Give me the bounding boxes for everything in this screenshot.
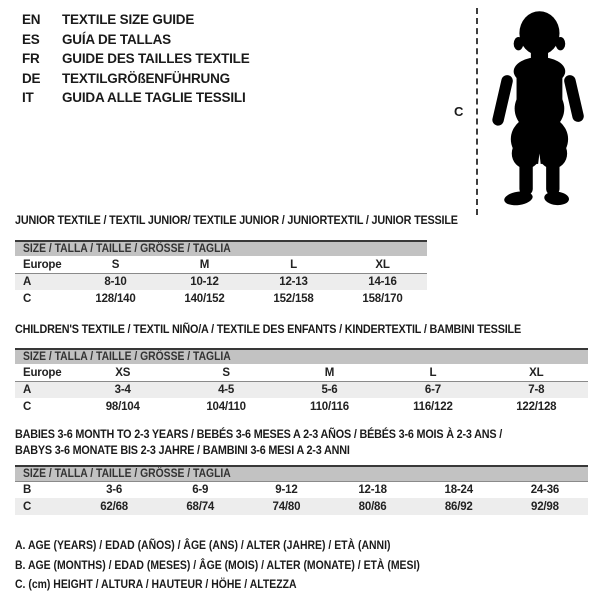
- size-cell: 158/170: [362, 292, 403, 305]
- legend-text: C. (cm) HEIGHT / ALTURA / HAUTEUR / HÖHE / ALTEZZA: [15, 577, 297, 591]
- size-cell: 98/104: [105, 400, 140, 413]
- header-text: SIZE / TALLA / TAILLE / GRÖSSE / TAGLIA: [23, 351, 231, 363]
- table-header-band: [15, 465, 588, 481]
- lang-label: GUIDA ALLE TAGLIE TESSILI: [62, 90, 246, 105]
- size-cell: 12-13: [279, 276, 308, 288]
- size-cell: 86/92: [444, 500, 473, 513]
- measure-label-c: C: [454, 104, 464, 119]
- language-title-list: [22, 10, 250, 108]
- legend-line-c: [15, 575, 480, 595]
- size-cell: 4-5: [218, 384, 235, 396]
- size-cell: 74/80: [272, 500, 301, 513]
- size-cell: 18-24: [444, 484, 473, 496]
- children-table-title: [15, 321, 577, 337]
- table-row: [15, 273, 427, 290]
- size-cell: 9-12: [275, 484, 298, 496]
- size-cell: 5-6: [321, 384, 338, 396]
- title-text: JUNIOR TEXTILE / TEXTIL JUNIOR/ TEXTILE JUNIOR / JUNIORTEXTIL / JUNIOR TESSILE: [15, 213, 458, 227]
- table-header-band: [15, 348, 588, 364]
- lang-label: GUÍA DE TALLAS: [62, 31, 171, 47]
- row-label: B: [23, 484, 32, 496]
- size-cell: 7-8: [528, 384, 545, 396]
- header-text: SIZE / TALLA / TAILLE / GRÖSSE / TAGLIA: [23, 468, 231, 480]
- size-cell: XL: [375, 258, 390, 271]
- size-cell: 24-36: [530, 484, 560, 496]
- lang-row-fr: [22, 49, 250, 69]
- table-row: [15, 256, 427, 273]
- junior-table-title: [15, 212, 507, 228]
- height-measure-line: [476, 8, 478, 215]
- lang-code: ES: [22, 31, 40, 47]
- size-cell: 6-9: [192, 484, 209, 496]
- lang-label: TEXTILGRÖßENFÜHRUNG: [62, 70, 230, 86]
- legend-line-a: [15, 536, 480, 556]
- table-row: [15, 498, 588, 515]
- row-label: Europe: [23, 258, 62, 271]
- row-label: C: [23, 500, 32, 513]
- title-text: BABIES 3-6 MONTH TO 2-3 YEARS / BEBÉS 3-6 MESES A 2-3 AÑOS / BÉBÉS 3-6 MOIS À 2-3 ANS /: [15, 427, 503, 441]
- size-cell: 140/152: [184, 292, 225, 305]
- size-cell: 80/86: [358, 500, 387, 513]
- table-row: [15, 398, 588, 415]
- lang-code: EN: [22, 12, 41, 27]
- lang-row-de: [22, 69, 250, 89]
- size-cell: M: [324, 366, 335, 379]
- size-cell: S: [111, 258, 120, 271]
- row-label: A: [23, 384, 32, 396]
- size-cell: S: [222, 366, 230, 379]
- size-cell: 8-10: [104, 276, 127, 288]
- row-label: C: [23, 400, 32, 413]
- size-cell: 3-4: [114, 384, 131, 396]
- size-cell: 128/140: [95, 292, 136, 305]
- table-row: [15, 381, 588, 398]
- lang-code: FR: [22, 51, 40, 66]
- table-row: [15, 364, 588, 381]
- header-text: SIZE / TALLA / TAILLE / GRÖSSE / TAGLIA: [23, 243, 231, 255]
- legend-text: A. AGE (YEARS) / EDAD (AÑOS) / ÂGE (ANS) / ALTER (JAHRE) / ETÀ (ANNI): [15, 538, 391, 552]
- lang-label: TEXTILE SIZE GUIDE: [62, 12, 195, 27]
- size-cell: 68/74: [186, 500, 215, 513]
- size-cell: L: [290, 258, 297, 271]
- size-cell: 122/128: [516, 400, 557, 413]
- size-cell: 3-6: [106, 484, 123, 496]
- size-cell: 104/110: [206, 400, 246, 413]
- size-cell: L: [429, 366, 437, 379]
- size-cell: 92/98: [531, 500, 559, 513]
- children-size-table: [15, 348, 588, 415]
- lang-row-es: [22, 30, 250, 50]
- size-cell: 62/68: [100, 500, 128, 513]
- row-label: A: [23, 276, 32, 288]
- table-row: [15, 290, 427, 307]
- size-cell: XL: [529, 366, 544, 379]
- size-cell: 12-18: [358, 484, 387, 496]
- babies-table-title: [15, 426, 556, 458]
- size-cell: M: [199, 258, 210, 271]
- height-figure: [452, 6, 594, 218]
- lang-row-en: [22, 10, 250, 30]
- babies-size-table: [15, 465, 588, 515]
- size-cell: 6-7: [424, 384, 441, 396]
- size-cell: 152/158: [273, 292, 314, 305]
- table-row: [15, 481, 588, 498]
- lang-row-it: [22, 88, 250, 108]
- junior-size-table: [15, 240, 427, 307]
- title-text: CHILDREN'S TEXTILE / TEXTIL NIÑO/A / TEXTILE DES ENFANTS / KINDERTEXTIL / BAMBINI TESSILE: [15, 322, 521, 336]
- toddler-silhouette: [486, 6, 591, 216]
- size-cell: 116/122: [413, 400, 453, 413]
- legend-text: B. AGE (MONTHS) / EDAD (MESES) / ÂGE (MOIS) / ALTER (MONATE) / ETÀ (MESI): [15, 557, 420, 572]
- size-cell: 10-12: [190, 276, 219, 288]
- measurement-legend: [15, 536, 480, 595]
- row-label: C: [23, 292, 32, 305]
- lang-code: IT: [22, 90, 34, 105]
- title-text: BABYS 3-6 MONATE BIS 2-3 JAHRE / BAMBINI 3-6 MESI A 2-3 ANNI: [15, 443, 350, 457]
- lang-label: GUIDE DES TAILLES TEXTILE: [62, 51, 250, 66]
- size-cell: XS: [115, 366, 131, 379]
- row-label: Europe: [23, 366, 62, 379]
- table-header-band: [15, 240, 427, 256]
- legend-line-b: [15, 556, 480, 576]
- lang-code: DE: [22, 70, 41, 86]
- size-cell: 110/116: [310, 400, 349, 413]
- size-cell: 14-16: [368, 276, 397, 288]
